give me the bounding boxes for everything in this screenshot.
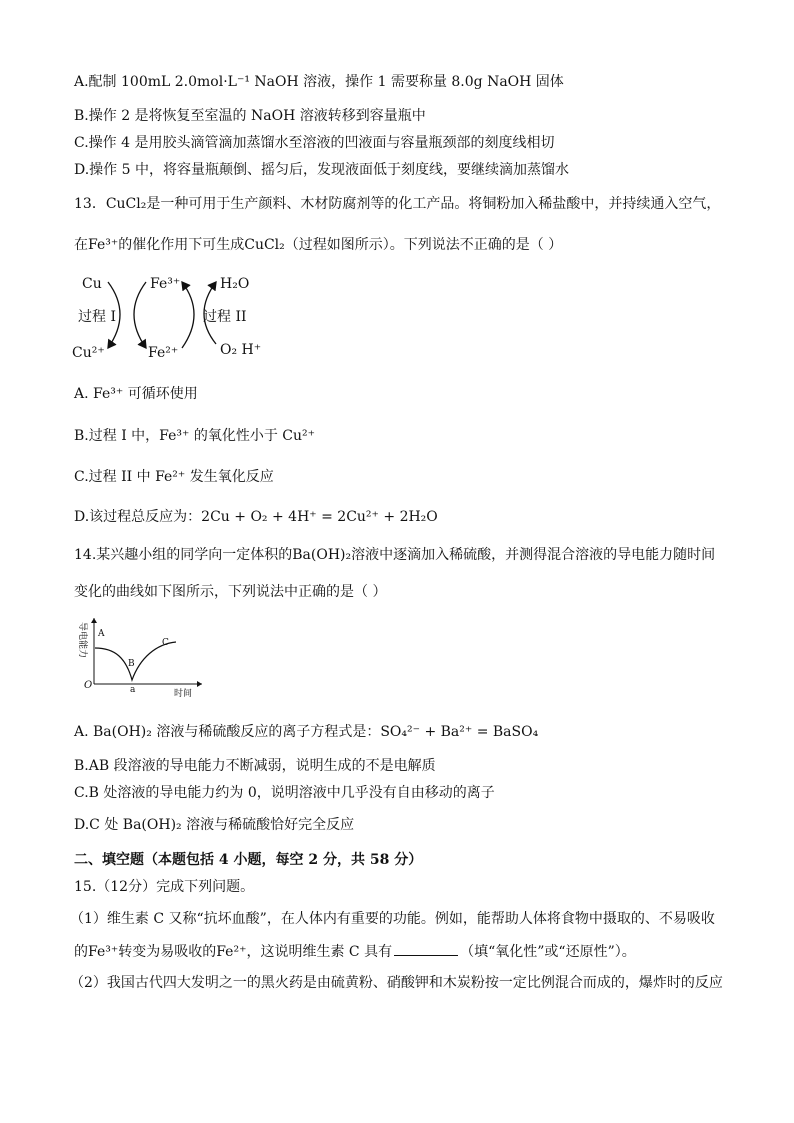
q14-option-d: D.C 处 Ba(OH)₂ 溶液与稀硫酸恰好完全反应 <box>74 817 355 833</box>
q14-stem-line1: 14.某兴趣小组的同学向一定体积的Ba(OH)₂溶液中逐滴加入稀硫酸，并测得混合溶液的导电能力随时间 <box>74 547 716 563</box>
q13-option-b: B.过程 I 中，Fe³⁺ 的氧化性小于 Cu²⁺ <box>74 428 316 444</box>
q14-option-a: A. Ba(OH)₂ 溶液与稀硫酸反应的离子方程式是：SO₄²⁻ + Ba²⁺ = BaSO₄ <box>74 724 539 740</box>
q15-part2-line1: （2）我国古代四大发明之一的黑火药是由硫黄粉、硝酸钾和木炭粉按一定比例混合而成的，爆炸时的反应 <box>70 975 723 991</box>
point-a-label: A <box>98 629 105 639</box>
origin-label: O <box>84 680 93 691</box>
label-o2h: O₂ H⁺ <box>220 342 262 358</box>
point-b-label: B <box>128 659 135 669</box>
section2-heading: 二、填空题（本题包括 4 小题，每空 2 分，共 58 分） <box>74 852 423 868</box>
q13-option-c: C.过程 II 中 Fe²⁺ 发生氧化反应 <box>74 469 274 485</box>
q13-option-d: D.该过程总反应为：2Cu + O₂ + 4H⁺ = 2Cu²⁺ + 2H₂O <box>74 509 438 525</box>
y-axis-label: 导电能力 <box>77 622 87 659</box>
q12-option-a: A.配制 100mL 2.0mol·L⁻¹ NaOH 溶液，操作 1 需要称量 8.0g NaOH 固体 <box>74 74 564 90</box>
arrow-fe2-to-fe3 <box>182 282 194 348</box>
q15-title: 15.（12分）完成下列问题。 <box>74 879 255 895</box>
label-fe2: Fe²⁺ <box>148 345 179 361</box>
q15-part1-line2 <box>74 941 636 962</box>
label-process1: 过程 I <box>78 309 116 325</box>
arrow-fe3-to-fe2 <box>134 282 146 348</box>
q13-cycle-diagram <box>70 268 280 368</box>
q14-option-b: B.AB 段溶液的导电能力不断减弱，说明生成的不是电解质 <box>74 758 436 774</box>
q13-stem-line1: 13．CuCl₂是一种可用于生产颜料、木材防腐剂等的化工产品。将铜粉加入稀盐酸中，并持续通入空气， <box>74 196 721 212</box>
q13-stem-line2: 在Fe³⁺的催化作用下可生成CuCl₂（过程如图所示）。下列说法不正确的是（ ） <box>74 237 563 253</box>
label-cu: Cu <box>82 276 102 292</box>
q15-part1-line1: （1）维生素 C 又称“抗坏血酸”，在人体内有重要的功能。例如，能帮助人体将食物中摄取的、不易吸收 <box>70 911 715 927</box>
q13-option-a: A. Fe³⁺ 可循环使用 <box>74 386 198 402</box>
q14-conductivity-graph <box>70 614 210 700</box>
x-axis-label: 时间 <box>174 689 193 699</box>
label-fe3: Fe³⁺ <box>150 276 181 292</box>
q12-option-c: C.操作 4 是用胶头滴管滴加蒸馏水至溶液的凹液面与容量瓶颈部的刻度线相切 <box>74 135 555 151</box>
q12-option-d: D.操作 5 中，将容量瓶颠倒、摇匀后，发现液面低于刻度线，要继续滴加蒸馏水 <box>74 162 569 178</box>
q14-stem-line2: 变化的曲线如下图所示，下列说法中正确的是（ ） <box>74 584 387 600</box>
label-h2o: H₂O <box>220 276 250 292</box>
q14-option-c: C.B 处溶液的导电能力约为 0，说明溶液中几乎没有自由移动的离子 <box>74 785 495 801</box>
answer-blank[interactable] <box>394 941 458 956</box>
label-cu2: Cu²⁺ <box>72 345 105 361</box>
label-process2: 过程 II <box>203 309 247 325</box>
q12-option-b: B.操作 2 是将恢复至室温的 NaOH 溶液转移到容量瓶中 <box>74 108 426 124</box>
q15-part1-line2-start: 的Fe³⁺转变为易吸收的Fe²⁺，这说明维生素 C 具有 <box>74 944 393 960</box>
q15-part1-line2-end: （填“氧化性”或“还原性”）。 <box>460 944 636 960</box>
point-c-label: C <box>162 638 169 648</box>
tick-a-label: a <box>130 685 136 695</box>
